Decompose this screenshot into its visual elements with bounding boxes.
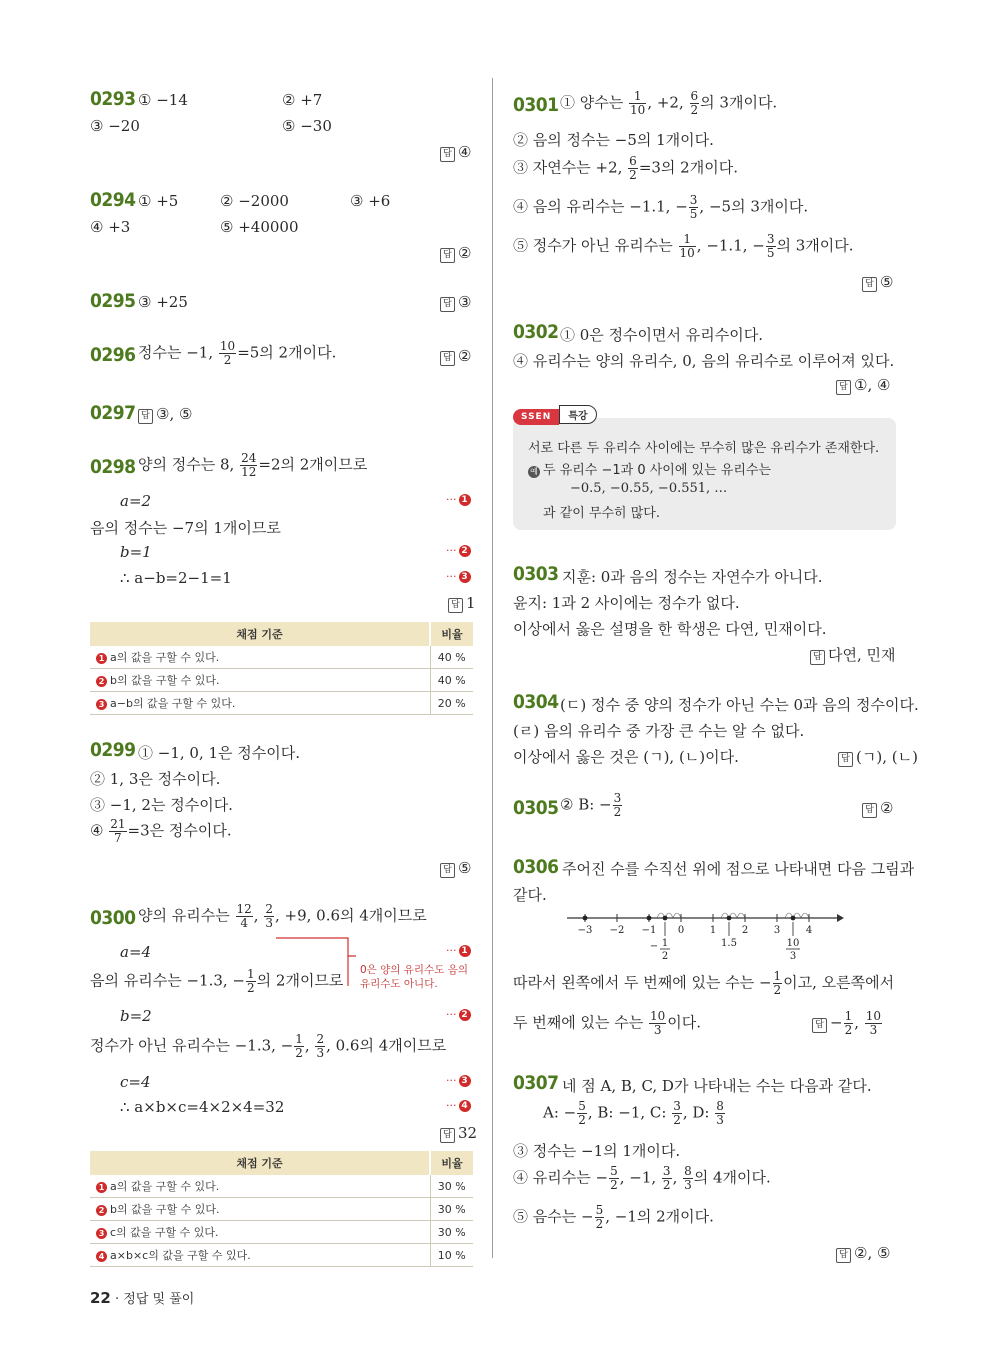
tip-text: −0.5, −0.55, −0.551, … [570,481,728,496]
problem-number: 0298 [90,456,136,478]
answer: 답 ④ [440,143,471,162]
table-row: 4 a×b×c의 값을 구할 수 있다. 10 % [90,1244,473,1267]
answer: 답 (ㄱ), (ㄴ) [838,746,918,767]
solution-text: ④ 유리수는 − $\frac{5}{2}$ , −1, $\frac{3}{2}$ , $\frac{8}{3}$ 의 4개이다. [513,1164,771,1192]
problem-number: 0294 [90,189,136,211]
solution-text: 지훈: 0과 음의 정수는 자연수가 아니다. [562,568,823,586]
problem-number: 0297 [90,402,136,424]
solution-text: ③ 정수는 −1의 1개이다. [513,1142,681,1160]
choice: ③ +6 [350,192,391,210]
step-marker: ··· 1 [446,944,471,957]
answer: 답 ② [862,799,893,818]
equation: ∴ a×b×c=4×2×4=32 [120,1098,285,1116]
grading-table: 채점 기준 비율 1 a의 값을 구할 수 있다. 30 % 2 b의 값을 구할 수 있다. 30 % 3 c의 값을 구할 수 있다. 30 % 4 a×b×c의 값을 구할 수 있다. 10 % [90,1151,473,1267]
solution-text: A: − $\frac{5}{2}$ , B: −1, C: $\frac{3}{2}$ , D: $\frac{8}{3}$ [543,1099,724,1127]
answer: 답 1 [448,594,476,613]
tick-label: 0 [677,925,685,936]
table-row: 3 a−b의 값을 구할 수 있다. 20 % [90,692,473,715]
choice: ② 1, 3은 정수이다. [90,770,221,788]
solution-text: ② 음의 정수는 −5의 1개이다. [513,131,714,149]
equation: a=2 [120,492,152,510]
svg-text:2: 2 [661,951,669,962]
choice: ① −14 [138,91,188,109]
choice: ③ −20 [90,117,140,135]
svg-text:3: 3 [789,951,797,962]
problem-number: 0293 [90,88,136,110]
equation: b=2 [120,1007,152,1025]
solution-text: 이상에서 옳은 설명을 한 학생은 다연, 민재이다. [513,620,827,638]
answer-icon: 답 [440,297,455,312]
answer-icon: 답 [440,1128,455,1143]
table-row: 2 b의 값을 구할 수 있다. 30 % [90,1198,473,1221]
solution-text: ⑤ 정수가 아닌 유리수는 $\frac{1}{10}$ , −1.1, − $\frac{3}{5}$ 의 3개이다. [513,232,854,260]
solution-text: 양의 유리수는 $\frac{12}{4}$ , $\frac{2}{3}$ , +9, 0.6의 4개이므로 [138,902,427,930]
step-marker: ··· 2 [446,1008,471,1021]
solution-text: ③ +25 [138,293,188,311]
solution-text: ③ 자연수는 +2, $\frac{6}{2}$ =3의 2개이다. [513,154,738,182]
answer-icon: 답 [440,248,455,263]
choice: ⑤ −30 [282,117,332,135]
problem-number: 0296 [90,344,136,366]
solution-text: 이상에서 옳은 것은 (ㄱ), (ㄴ)이다. [513,748,739,766]
fraction: $\frac{1}{2}$ [295,1032,303,1060]
tick-label: 2 [741,925,749,936]
answer-icon: 답 [862,803,877,818]
svg-text:1: 1 [661,938,669,949]
problem-number: 0300 [90,907,136,929]
equation: ∴ a−b=2−1=1 [120,569,232,587]
answer: 답 ② [440,244,471,263]
solution-text: 네 점 A, B, C, D가 나타내는 수는 다음과 같다. [562,1077,872,1095]
answer: 답 ⑤ [440,859,471,878]
fraction: $\frac{3}{2}$ [613,791,622,819]
answer: 답 ② [440,347,471,366]
solution-text: ① 양수는 $\frac{1}{10}$ , +2, $\frac{6}{2}$ 의 3개이다. [560,89,778,117]
column-divider [492,78,493,1258]
answer: 답 ③, ⑤ [138,405,192,424]
tick-label: −1 [641,925,657,936]
answer: 답 − $\frac{1}{2}$ , $\frac{10}{3}$ [812,1010,883,1037]
problem-number: 0306 [513,856,559,878]
problem-number: 0295 [90,290,136,312]
answer-icon: 답 [440,147,455,162]
solution-text: 윤지: 1과 2 사이에는 정수가 없다. [513,594,740,612]
equation: a=4 [120,943,152,961]
step-marker: ··· 4 [446,1099,471,1112]
answer-icon: 답 [448,598,463,613]
choice: ② −2000 [220,192,289,210]
choice: ① +5 [138,192,179,210]
solution-text: ④ 유리수는 양의 유리수, 0, 음의 유리수로 이루어져 있다. [513,352,895,370]
problem-number: 0307 [513,1072,559,1094]
fraction: $\frac{1}{2}$ [247,967,255,995]
choice: ① −1, 0, 1은 정수이다. [138,744,301,762]
tick-label: −2 [609,925,625,936]
answer: 답 다연, 민재 [810,644,896,665]
problem-number: 0305 [513,797,559,819]
solution-text: ⑤ 음수는 − $\frac{5}{2}$ , −1의 2개이다. [513,1203,714,1231]
solution-text: ① 0은 정수이면서 유리수이다. [560,326,764,344]
note-bracket [270,936,360,996]
choice: ⑤ +40000 [220,218,299,236]
number-line [565,904,845,966]
answer: 답 32 [440,1124,477,1143]
table-row: 2 b의 값을 구할 수 있다. 40 % [90,669,473,692]
answer-icon: 답 [836,1248,851,1263]
tick-label: 3 [773,925,781,936]
problem-number: 0303 [513,563,559,585]
answer: 답 ③ [440,293,471,312]
fraction: $\frac{24}{12}$ [241,451,257,479]
equation: b=1 [120,543,152,561]
answer-icon: 답 [836,380,851,395]
fraction: $\frac{12}{4}$ [236,902,252,930]
step-marker: ··· 3 [446,570,471,583]
step-marker: ··· 1 [446,493,471,506]
problem-number: 0299 [90,739,136,761]
problem-number: 0304 [513,691,559,713]
step-marker: ··· 3 [446,1074,471,1087]
solution-text: ② B: − $\frac{3}{2}$ [560,791,622,819]
answer-icon: 답 [810,650,825,665]
answer-icon: 답 [138,409,153,424]
answer-icon: 답 [440,863,455,878]
choice: ③ −1, 2는 정수이다. [90,796,233,814]
fraction: $\frac{10}{2}$ [219,339,236,367]
fraction: $\frac{2}{3}$ [316,1032,325,1060]
solution-text: (ㄷ) 정수 중 양의 정수가 아닌 수는 0과 음의 정수이다. [560,696,919,714]
tip-badge: SSEN 특강 [513,405,597,425]
table-row: 1 a의 값을 구할 수 있다. 40 % [90,646,473,669]
table-row: 1 a의 값을 구할 수 있다. 30 % [90,1175,473,1198]
tip-text: 서로 다른 두 유리수 사이에는 무수히 많은 유리수가 존재한다. [528,441,880,456]
answer: 답 ②, ⑤ [836,1244,890,1263]
solution-text: 두 번째에 있는 수는 $\frac{10}{3}$ 이다. [513,1009,702,1037]
choice: ④ $\frac{21}{7}$ =3은 정수이다. [90,817,232,845]
solution-text: 주어진 수를 수직선 위에 점으로 나타내면 다음 그림과 [562,860,915,878]
solution-text: 따라서 왼쪽에서 두 번째에 있는 수는 − $\frac{1}{2}$ 이고, 오른쪽에서 [513,969,895,997]
solution-text: 정수가 아닌 유리수는 −1.3, − $\frac{1}{2}$ , $\frac{2}{3}$ , 0.6의 4개이므로 [90,1032,447,1060]
tick-label: 1 [709,925,717,936]
answer-icon: 답 [812,1018,827,1033]
svg-text:10: 10 [786,938,800,949]
svg-text:1.5: 1.5 [721,938,737,949]
tip-text: 과 같이 무수히 많다. [543,506,660,521]
solution-text: (ㄹ) 음의 유리수 중 가장 큰 수는 알 수 없다. [513,722,805,740]
step-marker: ··· 2 [446,544,471,557]
choice: ④ +3 [90,218,131,236]
answer: 답 ⑤ [862,273,893,292]
page-footer: 22 · 정답 및 풀이 [90,1289,195,1307]
svg-text:−: − [649,941,659,952]
answer: 답 ①, ④ [836,376,890,395]
answer-icon: 답 [440,351,455,366]
tip-text: 예 두 유리수 −1과 0 사이에 있는 유리수는 [528,459,771,478]
table-row: 3 c의 값을 구할 수 있다. 30 % [90,1221,473,1244]
answer-icon: 답 [838,752,853,767]
tick-label: 4 [805,925,813,936]
fraction: $\frac{2}{3}$ [265,902,273,930]
solution-text: ④ 음의 유리수는 −1.1, − $\frac{3}{5}$ , −5의 3개이다. [513,193,809,221]
answer-icon: 답 [862,277,877,292]
side-note: 0은 양의 유리수도 음의 유리수도 아니다. [360,964,468,990]
problem-number: 0301 [513,94,559,116]
solution-text: 양의 정수는 8, $\frac{24}{12}$ =2의 2개이므로 [138,451,368,479]
grading-table: 채점 기준 비율 1 a의 값을 구할 수 있다. 40 % 2 b의 값을 구할 수 있다. 40 % 3 a−b의 값을 구할 수 있다. 20 % [90,622,473,715]
solution-text: 정수는 −1, $\frac{10}{2}$ =5의 2개이다. [138,339,337,367]
equation: c=4 [120,1073,151,1091]
choice: ② +7 [282,91,323,109]
solution-text: 음의 유리수는 −1.3, − $\frac{1}{2}$ 의 2개이므로 [90,967,344,995]
solution-text: 음의 정수는 −7의 1개이므로 [90,519,281,537]
solution-text: 같다. [513,886,547,904]
fraction: $\frac{21}{7}$ [110,817,126,845]
tick-label: −3 [577,925,593,936]
problem-number: 0302 [513,321,559,343]
